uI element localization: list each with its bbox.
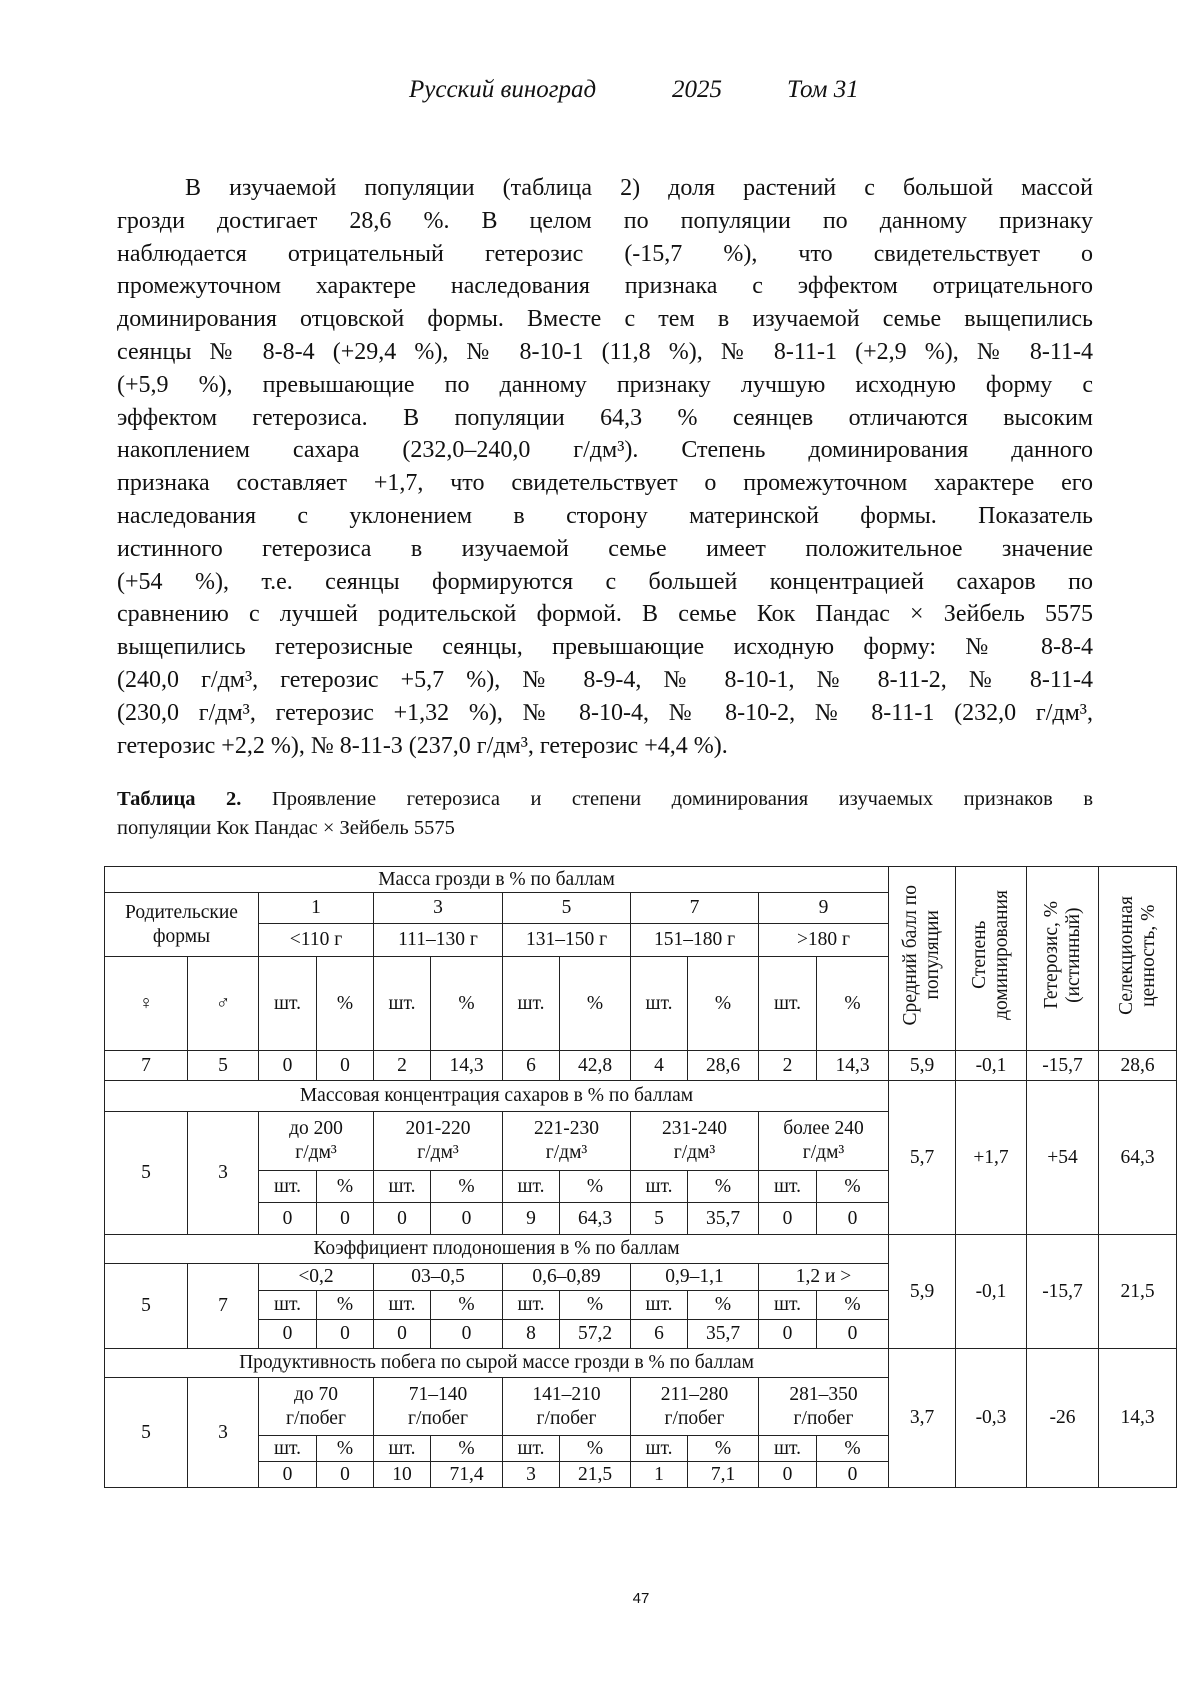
paragraph-line: промежуточном характере наследования признака с эффектом отрицательного bbox=[117, 273, 1093, 300]
unit-count-header: шт. bbox=[503, 1436, 560, 1462]
rotated-column-header-text: Степень доминирования bbox=[969, 890, 1012, 1020]
table-row bbox=[105, 1051, 1177, 1081]
summary-cell: 64,3 bbox=[1099, 1081, 1177, 1235]
unit-pct-header: % bbox=[431, 1436, 503, 1462]
unit-count-header: шт. bbox=[259, 957, 317, 1051]
paragraph-line: сеянцы № 8-8-4 (+29,4 %), № 8-10-1 (11,8 %), № 8-11-1 (+2,9 %), № 8-11-4 bbox=[117, 338, 1093, 365]
unit-count-header: шт. bbox=[503, 957, 560, 1051]
paragraph-line: эффектом гетерозиса. В популяции 64,3 % сеянцев отличаются высоким bbox=[117, 404, 1093, 431]
unit-count-header: шт. bbox=[759, 1291, 817, 1320]
journal-title: Русский виноград bbox=[409, 76, 597, 103]
unit-pct-header: % bbox=[431, 957, 503, 1051]
range-header: 281–350 г/побег bbox=[759, 1378, 889, 1436]
range-header: 131–150 г bbox=[503, 924, 631, 957]
unit-pct-header: % bbox=[688, 1436, 759, 1462]
paragraph-line: (230,0 г/дм³, гетерозис +1,32 %), № 8-10-4, № 8-10-2, № 8-11-1 (232,0 г/дм³, bbox=[117, 699, 1093, 726]
unit-pct-header: % bbox=[431, 1171, 503, 1203]
unit-count-header: шт. bbox=[374, 957, 431, 1051]
paragraph-line: накоплением сахара (232,0–240,0 г/дм³). Степень доминирования данного bbox=[117, 437, 1093, 464]
paragraph-line: (+54 %), т.е. сеянцы формируются с большей концентрацией сахаров по bbox=[117, 568, 1093, 595]
value-cell: 2 bbox=[759, 1051, 817, 1081]
rotated-column-header bbox=[1099, 867, 1177, 1051]
range-header: 151–180 г bbox=[631, 924, 759, 957]
paragraph-line: (+5,9 %), превышающие по данному признаку лучшую исходную форму с bbox=[117, 371, 1093, 398]
unit-count-header: шт. bbox=[631, 1436, 688, 1462]
rotated-column-header bbox=[1027, 867, 1099, 1051]
rotated-column-header-text: Средний балл по популяции bbox=[900, 884, 943, 1026]
paragraph-line: истинного гетерозиса в изучаемой семье имеет положительное значение bbox=[117, 535, 1093, 562]
unit-count-header: шт. bbox=[374, 1436, 431, 1462]
unit-pct-header: % bbox=[317, 957, 374, 1051]
value-cell: 0 bbox=[431, 1320, 503, 1349]
value-cell: 2 bbox=[374, 1051, 431, 1081]
value-cell: 0 bbox=[817, 1320, 889, 1349]
value-cell: 35,7 bbox=[688, 1203, 759, 1235]
range-header: 0,9–1,1 bbox=[631, 1264, 759, 1291]
unit-pct-header: % bbox=[560, 1291, 631, 1320]
male-parent-score: 7 bbox=[188, 1264, 259, 1349]
section-title: Продуктивность побега по сырой массе грозди в % по баллам bbox=[105, 1349, 889, 1378]
summary-cell: 21,5 bbox=[1099, 1235, 1177, 1349]
caption-text-1: Проявление гетерозиса и степени доминирования изучаемых признаков в bbox=[271, 788, 1094, 810]
summary-cell: 14,3 bbox=[1099, 1349, 1177, 1488]
parent-forms-header: Родительские формы bbox=[105, 893, 259, 957]
caption-label: Таблица 2. bbox=[117, 788, 242, 810]
unit-pct-header: % bbox=[317, 1171, 374, 1203]
value-cell: 0 bbox=[259, 1320, 317, 1349]
table-row bbox=[105, 867, 1177, 893]
unit-pct-header: % bbox=[560, 957, 631, 1051]
summary-cell: -0,1 bbox=[956, 1051, 1027, 1081]
summary-cell: 28,6 bbox=[1099, 1051, 1177, 1081]
value-cell: 3 bbox=[503, 1462, 560, 1488]
value-cell: 0 bbox=[374, 1203, 431, 1235]
summary-cell: 5,9 bbox=[889, 1051, 956, 1081]
score-header: 5 bbox=[503, 893, 631, 924]
unit-count-header: шт. bbox=[631, 1171, 688, 1203]
unit-count-header: шт. bbox=[374, 1171, 431, 1203]
unit-pct-header: % bbox=[317, 1436, 374, 1462]
journal-year: 2025 bbox=[672, 76, 722, 103]
section-title: Коэффициент плодоношения в % по баллам bbox=[105, 1235, 889, 1264]
value-cell: 0 bbox=[259, 1203, 317, 1235]
journal-volume: Том 31 bbox=[787, 76, 859, 103]
unit-count-header: шт. bbox=[374, 1291, 431, 1320]
range-header: 141–210 г/побег bbox=[503, 1378, 631, 1436]
unit-pct-header: % bbox=[317, 1291, 374, 1320]
value-cell: 0 bbox=[317, 1203, 374, 1235]
unit-count-header: шт. bbox=[631, 1291, 688, 1320]
male-symbol: ♂ bbox=[188, 957, 259, 1051]
rotated-column-header-text: Селекционная ценность, % bbox=[1115, 895, 1159, 1015]
unit-count-header: шт. bbox=[259, 1291, 317, 1320]
range-header: 221-230 г/дм³ bbox=[503, 1112, 631, 1171]
range-header: до 200 г/дм³ bbox=[259, 1112, 374, 1171]
range-header: >180 г bbox=[759, 924, 889, 957]
unit-pct-header: % bbox=[817, 1436, 889, 1462]
range-header: 211–280 г/побег bbox=[631, 1378, 759, 1436]
female-parent-score: 5 bbox=[105, 1378, 188, 1488]
value-cell: 0 bbox=[317, 1320, 374, 1349]
table-row bbox=[105, 1235, 1177, 1264]
value-cell: 42,8 bbox=[560, 1051, 631, 1081]
table-caption bbox=[117, 785, 1093, 843]
paragraph-line: наблюдается отрицательный гетерозис (-15,7 %), что свидетельствует о bbox=[117, 240, 1093, 267]
range-header: <110 г bbox=[259, 924, 374, 957]
summary-cell: +54 bbox=[1027, 1081, 1099, 1235]
value-cell: 0 bbox=[317, 1462, 374, 1488]
value-cell: 0 bbox=[431, 1203, 503, 1235]
range-header: 111–130 г bbox=[374, 924, 503, 957]
summary-cell: +1,7 bbox=[956, 1081, 1027, 1235]
range-header: 03–0,5 bbox=[374, 1264, 503, 1291]
value-cell: 0 bbox=[817, 1203, 889, 1235]
female-parent-score: 5 bbox=[105, 1112, 188, 1235]
score-header: 9 bbox=[759, 893, 889, 924]
value-cell: 0 bbox=[374, 1320, 431, 1349]
range-header: 231-240 г/дм³ bbox=[631, 1112, 759, 1171]
summary-cell: -0,3 bbox=[956, 1349, 1027, 1488]
value-cell: 35,7 bbox=[688, 1320, 759, 1349]
rotated-column-header-text: Гетерозис, % (истинный) bbox=[1040, 901, 1084, 1009]
value-cell: 10 bbox=[374, 1462, 431, 1488]
unit-pct-header: % bbox=[688, 1171, 759, 1203]
summary-cell: 3,7 bbox=[889, 1349, 956, 1488]
unit-count-header: шт. bbox=[503, 1171, 560, 1203]
unit-pct-header: % bbox=[560, 1171, 631, 1203]
unit-count-header: шт. bbox=[759, 1171, 817, 1203]
value-cell: 0 bbox=[759, 1203, 817, 1235]
unit-pct-header: % bbox=[817, 957, 889, 1051]
paragraph-line: сравнению с лучшей родительской формой. В семье Кок Пандас × Зейбель 5575 bbox=[117, 601, 1093, 628]
section-title: Массовая концентрация сахаров в % по баллам bbox=[105, 1081, 889, 1112]
range-header: 0,6–0,89 bbox=[503, 1264, 631, 1291]
value-cell: 64,3 bbox=[560, 1203, 631, 1235]
score-header: 7 bbox=[631, 893, 759, 924]
paragraph-line: выщепились гетерозисные сеянцы, превышающие исходную форму: № 8-8-4 bbox=[117, 634, 1093, 661]
range-header: 1,2 и > bbox=[759, 1264, 889, 1291]
unit-pct-header: % bbox=[431, 1291, 503, 1320]
table-row bbox=[105, 1349, 1177, 1378]
value-cell: 0 bbox=[759, 1462, 817, 1488]
paragraph-line: гетерозис +2,2 %), № 8-11-3 (237,0 г/дм³, гетерозис +4,4 %). bbox=[117, 732, 728, 759]
value-cell: 21,5 bbox=[560, 1462, 631, 1488]
paragraph-line: В изучаемой популяции (таблица 2) доля растений с большой массой bbox=[185, 175, 1093, 201]
section-title: Масса грозди в % по баллам bbox=[105, 867, 889, 893]
unit-count-header: шт. bbox=[631, 957, 688, 1051]
value-cell: 14,3 bbox=[817, 1051, 889, 1081]
value-cell: 6 bbox=[503, 1051, 560, 1081]
unit-pct-header: % bbox=[560, 1436, 631, 1462]
summary-cell: -15,7 bbox=[1027, 1235, 1099, 1349]
summary-cell: -15,7 bbox=[1027, 1051, 1099, 1081]
value-cell: 9 bbox=[503, 1203, 560, 1235]
value-cell: 6 bbox=[631, 1320, 688, 1349]
paragraph-line: доминирования отцовской формы. Вместе с тем в изучаемой семье выщепились bbox=[117, 306, 1093, 333]
paragraph-line: (240,0 г/дм³, гетерозис +5,7 %), № 8-9-4, № 8-10-1, № 8-11-2, № 8-11-4 bbox=[117, 666, 1093, 693]
female-parent-score: 5 bbox=[105, 1264, 188, 1349]
value-cell: 0 bbox=[259, 1051, 317, 1081]
unit-pct-header: % bbox=[817, 1291, 889, 1320]
page-number: 47 bbox=[632, 1590, 650, 1607]
paragraph-line: грозди достигает 28,6 %. В целом по популяции по данному признаку bbox=[117, 207, 1093, 234]
rotated-column-header bbox=[889, 867, 956, 1051]
range-header: 201-220 г/дм³ bbox=[374, 1112, 503, 1171]
value-cell: 14,3 bbox=[431, 1051, 503, 1081]
summary-cell: 5,7 bbox=[889, 1081, 956, 1235]
male-parent-score: 5 bbox=[188, 1051, 259, 1081]
value-cell: 0 bbox=[317, 1051, 374, 1081]
summary-cell: -26 bbox=[1027, 1349, 1099, 1488]
unit-count-header: шт. bbox=[259, 1436, 317, 1462]
female-symbol: ♀ bbox=[105, 957, 188, 1051]
unit-pct-header: % bbox=[688, 1291, 759, 1320]
paragraph-line: наследования с уклонением в сторону материнской формы. Показатель bbox=[117, 502, 1093, 529]
value-cell: 0 bbox=[259, 1462, 317, 1488]
unit-pct-header: % bbox=[688, 957, 759, 1051]
value-cell: 0 bbox=[759, 1320, 817, 1349]
unit-count-header: шт. bbox=[759, 1436, 817, 1462]
paragraph-line: признака составляет +1,7, что свидетельствует о промежуточном характере его bbox=[117, 470, 1093, 497]
value-cell: 28,6 bbox=[688, 1051, 759, 1081]
score-header: 3 bbox=[374, 893, 503, 924]
value-cell: 4 bbox=[631, 1051, 688, 1081]
value-cell: 8 bbox=[503, 1320, 560, 1349]
unit-pct-header: % bbox=[817, 1171, 889, 1203]
range-header: <0,2 bbox=[259, 1264, 374, 1291]
unit-count-header: шт. bbox=[503, 1291, 560, 1320]
male-parent-score: 3 bbox=[188, 1378, 259, 1488]
heterosis-table bbox=[104, 866, 1177, 1488]
caption-text-2: популяции Кок Пандас × Зейбель 5575 bbox=[117, 817, 455, 839]
body-paragraph bbox=[117, 172, 1093, 762]
value-cell: 1 bbox=[631, 1462, 688, 1488]
range-header: более 240 г/дм³ bbox=[759, 1112, 889, 1171]
value-cell: 0 bbox=[817, 1462, 889, 1488]
range-header: 71–140 г/побег bbox=[374, 1378, 503, 1436]
value-cell: 5 bbox=[631, 1203, 688, 1235]
summary-cell: 5,9 bbox=[889, 1235, 956, 1349]
male-parent-score: 3 bbox=[188, 1112, 259, 1235]
value-cell: 7,1 bbox=[688, 1462, 759, 1488]
score-header: 1 bbox=[259, 893, 374, 924]
unit-count-header: шт. bbox=[759, 957, 817, 1051]
rotated-column-header bbox=[956, 867, 1027, 1051]
value-cell: 71,4 bbox=[431, 1462, 503, 1488]
summary-cell: -0,1 bbox=[956, 1235, 1027, 1349]
table-row bbox=[105, 1081, 1177, 1112]
value-cell: 57,2 bbox=[560, 1320, 631, 1349]
unit-count-header: шт. bbox=[259, 1171, 317, 1203]
range-header: до 70 г/побег bbox=[259, 1378, 374, 1436]
female-parent-score: 7 bbox=[105, 1051, 188, 1081]
